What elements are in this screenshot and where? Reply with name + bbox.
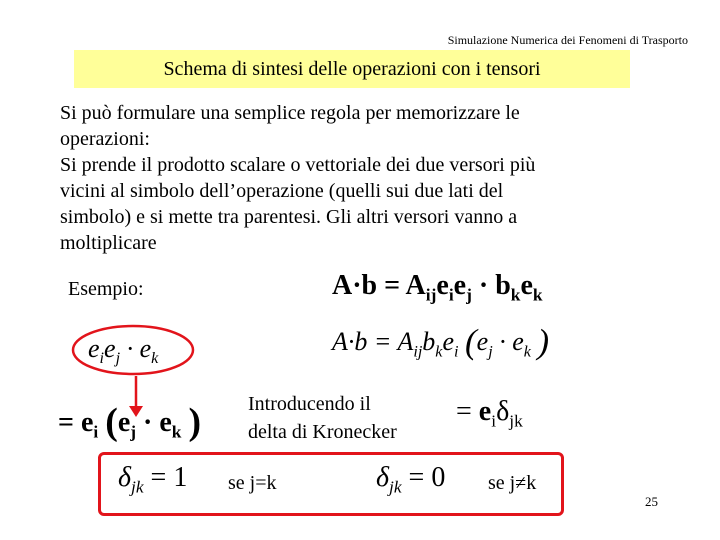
paragraph-line: Si può formulare una semplice regola per memorizzare le — [60, 102, 520, 124]
kronecker-equal-formula: $\delta_{jk} = 1$ — [118, 462, 188, 497]
delta-value-not-equal: 0 — [431, 462, 446, 493]
condition-equal: se j=k — [228, 472, 277, 494]
formula-versor-triple: $e_ie_j \cdot e_k$ — [88, 334, 159, 368]
formula-result-grouped: = $e_i$ ($e_j \cdot e_k$ ) — [58, 401, 202, 443]
delta-value-equal: 1 — [173, 462, 188, 493]
paragraph-line: operazioni: — [60, 128, 150, 150]
rule-paragraph — [60, 100, 660, 256]
formula-result-kronecker: = $e_i\delta_{jk}$ — [456, 396, 523, 431]
kronecker-line: Introducendo il — [248, 393, 371, 415]
example-label: Esempio: — [68, 278, 144, 300]
formula-tensor-vector-expanded: $A\cdot b = A_{ij}e_ie_j \cdot b_ke_k$ — [332, 270, 543, 305]
slide-title: Schema di sintesi delle operazioni con i tensori — [163, 57, 541, 80]
kronecker-not-equal-formula: $\delta_{jk} = 0$ — [376, 462, 446, 497]
slide-title-bar — [74, 50, 630, 88]
paragraph-line: simbolo) e si mette tra parentesi. Gli altri versori vanno a — [60, 206, 518, 228]
condition-not-equal: se j≠k — [488, 472, 537, 494]
course-header: Simulazione Numerica dei Fenomeni di Trasporto — [447, 33, 688, 47]
page-number: 25 — [645, 494, 658, 509]
paragraph-line: Si prende il prodotto scalare o vettoriale dei due versori più — [60, 154, 536, 176]
paragraph-line: vicini al simbolo dell’operazione (quelli sui due lati del — [60, 180, 504, 202]
paragraph-line: moltiplicare — [60, 232, 157, 254]
kronecker-explanation — [248, 390, 397, 446]
formula-tensor-vector-grouped: $A\cdot b = A_{ij}b_ke_i$ ($e_j \cdot e_k$ ) — [332, 322, 550, 361]
kronecker-line: delta di Kronecker — [248, 421, 397, 443]
